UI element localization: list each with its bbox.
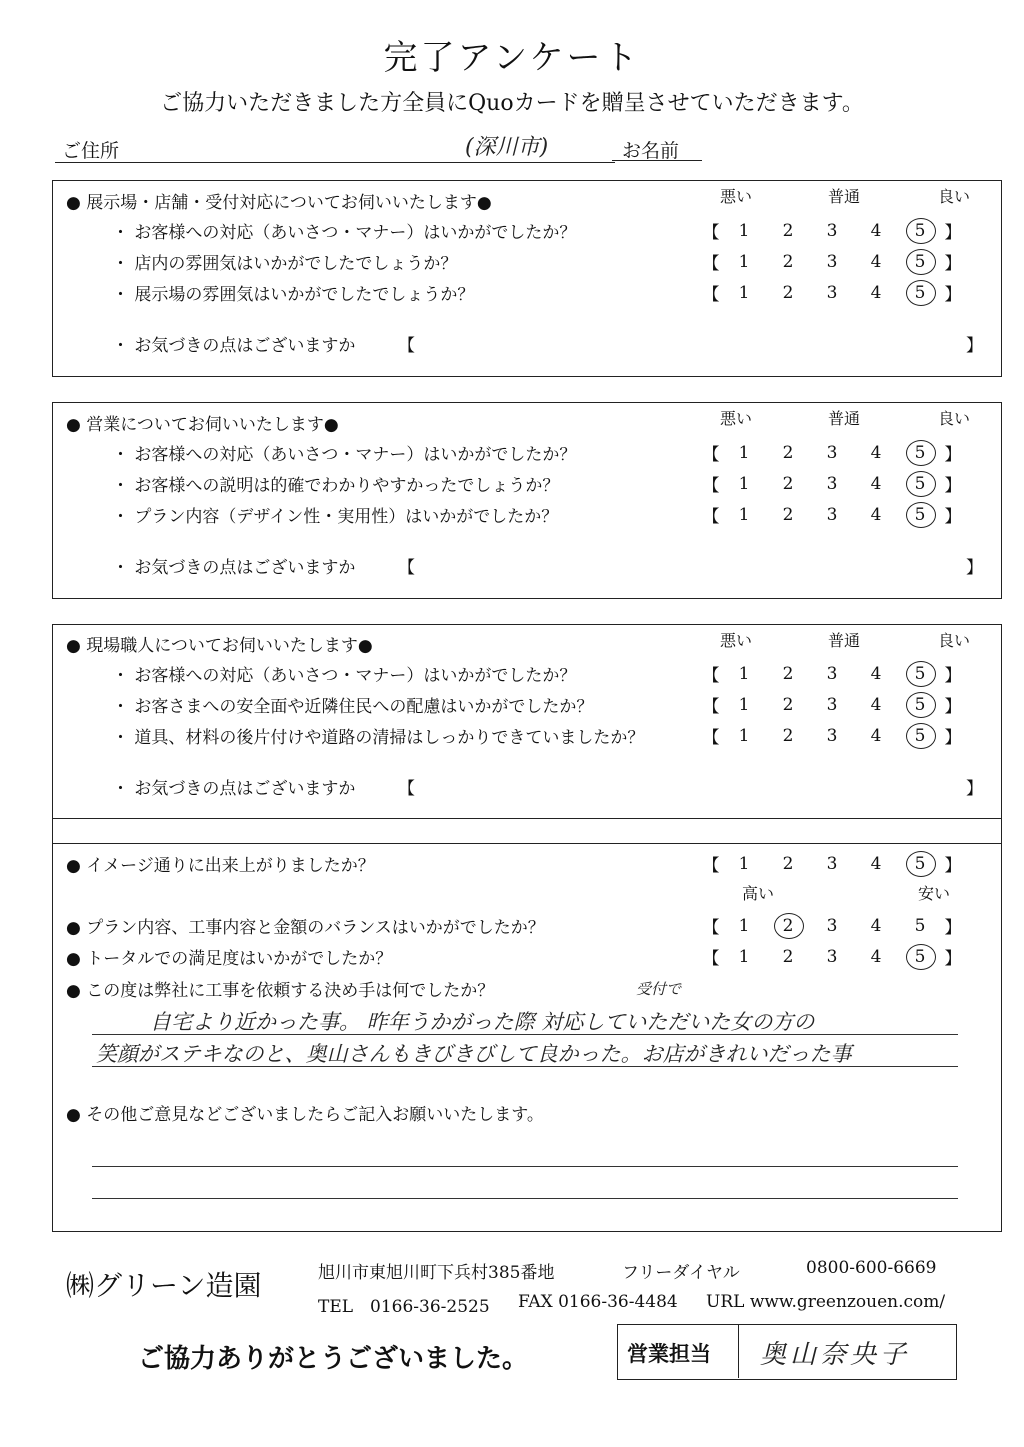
rating-option-5-selected[interactable]: 5 [898, 854, 942, 874]
rating-option-2[interactable]: 2 [782, 946, 794, 967]
rating-option-5-selected[interactable]: 5 [898, 474, 942, 494]
bracket-close: 】 [944, 285, 962, 305]
rating-scale[interactable] [700, 502, 964, 527]
rating-option-3[interactable]: 3 [826, 725, 838, 746]
bracket-close: 】 [944, 223, 962, 243]
company-address: 旭川市東旭川町下兵村385番地 [318, 1263, 555, 1283]
rating-option-5-selected[interactable]: 5 [898, 695, 942, 715]
rating-scale[interactable] [700, 280, 964, 305]
comment-label: ・ お気づきの点はございますか [112, 336, 356, 356]
bracket-close: 】 [944, 949, 962, 969]
rating-option-3[interactable]: 3 [826, 251, 838, 272]
rating-option-1[interactable]: 1 [738, 442, 750, 463]
rating-option-1[interactable]: 1 [738, 251, 750, 272]
rating-option-2[interactable]: 2 [782, 251, 794, 272]
comment-bracket-open: 【 [398, 336, 415, 356]
rating-option-2[interactable]: 2 [782, 725, 794, 746]
rating-scale[interactable] [700, 723, 964, 748]
staff-box-divider [738, 1324, 739, 1378]
rating-option-3[interactable]: 3 [826, 694, 838, 715]
rating-option-2[interactable]: 2 [782, 504, 794, 525]
question-text: ・ お客様への説明は的確でわかりやすかったでしょうか？ [112, 476, 560, 496]
company-name: ㈱グリーン造園 [66, 1269, 262, 1302]
rating-scale[interactable] [700, 249, 964, 274]
rating-option-1[interactable]: 1 [738, 915, 750, 936]
page-subtitle: ご協力いただきました方全員にQuoカードを贈呈させていただきます。 [160, 91, 864, 116]
bracket-close: 】 [944, 476, 962, 496]
rating-option-3[interactable]: 3 [826, 220, 838, 241]
bracket-open: 【 [702, 918, 720, 938]
rating-option-2[interactable]: 2 [782, 694, 794, 715]
scale-label-bad: 悪い [720, 187, 753, 206]
rating-scale[interactable] [700, 440, 964, 465]
scale-label-good: 良い [938, 409, 971, 428]
rating-option-1[interactable]: 1 [738, 694, 750, 715]
scale-label-good: 良い [938, 631, 971, 650]
rating-option-4[interactable]: 4 [870, 725, 882, 746]
bracket-open: 【 [702, 285, 720, 305]
rating-option-5-selected[interactable]: 5 [898, 726, 942, 746]
question-text: ・ プラン内容（デザイン性・実用性）はいかがでしたか？ [112, 507, 559, 527]
rating-scale[interactable] [700, 218, 964, 243]
scale-label-cheap: 安い [918, 884, 951, 903]
bracket-open: 【 [702, 254, 720, 274]
bracket-open: 【 [702, 507, 720, 527]
bracket-open: 【 [702, 949, 720, 969]
question-text: ・ お客様への対応（あいさつ・マナー）はいかがでしたか？ [112, 223, 577, 243]
rating-option-1[interactable]: 1 [738, 220, 750, 241]
question-other: ● その他ご意見などございましたらご記入お願いいたします。 [66, 1105, 544, 1125]
comment-bracket-open: 【 [398, 558, 415, 578]
rating-option-2[interactable]: 2 [782, 853, 794, 874]
name-underline [612, 160, 702, 161]
address-value[interactable]: (深川市) [465, 135, 549, 160]
rating-option-1[interactable]: 1 [738, 282, 750, 303]
section-divider [52, 843, 1002, 844]
bracket-close: 】 [944, 666, 962, 686]
rating-option-1[interactable]: 1 [738, 504, 750, 525]
rating-option-3[interactable]: 3 [826, 282, 838, 303]
rating-option-3[interactable]: 3 [826, 946, 838, 967]
bracket-close: 】 [944, 507, 962, 527]
rating-option-2[interactable]: 2 [782, 663, 794, 684]
question-text: ・ お客様への対応（あいさつ・マナー）はいかがでしたか？ [112, 666, 577, 686]
rating-scale[interactable] [700, 851, 964, 876]
rating-option-2[interactable]: 2 [782, 442, 794, 463]
bracket-open: 【 [702, 697, 720, 717]
rating-option-2[interactable]: 2 [782, 282, 794, 303]
bracket-close: 】 [944, 254, 962, 274]
reason-answer-line-1[interactable]: 自宅より近かった事。 昨年うかがった際 対応していただいた女の方の [150, 1010, 815, 1034]
rating-option-2[interactable]: 2 [782, 473, 794, 494]
rating-option-5-selected[interactable]: 5 [898, 283, 942, 303]
question-text: ・ お客さまへの安全面や近隣住民への配慮はいかがでしたか？ [112, 697, 594, 717]
page-title: 完了アンケート [383, 38, 641, 78]
question-total: ● トータルでの満足度はいかがでしたか？ [66, 949, 393, 969]
rating-option-4[interactable]: 4 [870, 282, 882, 303]
rating-option-1[interactable]: 1 [738, 853, 750, 874]
reason-answer-line-2[interactable]: 笑顔がステキなのと、奥山さんもきびきびして良かった。お店がきれいだった事 [96, 1042, 852, 1066]
rating-option-5-selected[interactable]: 5 [898, 221, 942, 241]
section-heading-showroom: ● 展示場・店舗・受付対応についてお伺いいたします● [66, 193, 492, 213]
rating-option-1[interactable]: 1 [738, 663, 750, 684]
rating-scale[interactable] [700, 661, 964, 686]
rating-option-5-selected[interactable]: 5 [898, 505, 942, 525]
comment-label: ・ お気づきの点はございますか [112, 779, 356, 799]
scale-label-bad: 悪い [720, 409, 753, 428]
name-label: お名前 [622, 140, 680, 162]
bracket-open: 【 [702, 666, 720, 686]
answer-line [92, 1066, 958, 1067]
comment-bracket-open: 【 [398, 779, 415, 799]
freedial-label: フリーダイヤル [622, 1263, 740, 1283]
bracket-close: 】 [944, 856, 962, 876]
rating-option-3[interactable]: 3 [826, 663, 838, 684]
bracket-open: 【 [702, 223, 720, 243]
rating-option-2-selected[interactable]: 2 [766, 916, 810, 936]
question-text: ・ お客様への対応（あいさつ・マナー）はいかがでしたか？ [112, 445, 577, 465]
bracket-open: 【 [702, 856, 720, 876]
address-label: ご住所 [62, 140, 120, 162]
tel-number[interactable]: TEL 0166-36-2525 [318, 1297, 490, 1317]
scale-label-normal: 普通 [828, 187, 861, 206]
comment-bracket-close: 】 [966, 779, 983, 799]
rating-scale[interactable] [700, 692, 964, 717]
scale-label-bad: 悪い [720, 631, 753, 650]
bracket-open: 【 [702, 728, 720, 748]
rating-option-4[interactable]: 4 [870, 915, 882, 936]
staff-label: 営業担当 [627, 1342, 711, 1366]
rating-option-4[interactable]: 4 [870, 442, 882, 463]
rating-option-4[interactable]: 4 [870, 504, 882, 525]
rating-option-4[interactable]: 4 [870, 694, 882, 715]
rating-option-4[interactable]: 4 [870, 853, 882, 874]
bracket-close: 】 [944, 697, 962, 717]
rating-option-1[interactable]: 1 [738, 946, 750, 967]
freedial-number[interactable]: 0800-600-6669 [806, 1258, 937, 1278]
rating-scale[interactable] [700, 944, 964, 969]
rating-option-4[interactable]: 4 [870, 473, 882, 494]
rating-option-5-selected[interactable]: 5 [898, 947, 942, 967]
comment-label: ・ お気づきの点はございますか [112, 558, 356, 578]
rating-option-4[interactable]: 4 [870, 946, 882, 967]
section-heading-craftsmen: ● 現場職人についてお伺いいたします● [66, 636, 373, 656]
rating-option-3[interactable]: 3 [826, 853, 838, 874]
rating-option-2[interactable]: 2 [782, 220, 794, 241]
scale-label-good: 良い [938, 187, 971, 206]
bracket-close: 】 [944, 728, 962, 748]
rating-option-4[interactable]: 4 [870, 220, 882, 241]
section-heading-sales: ● 営業についてお伺いいたします● [66, 415, 339, 435]
rating-option-3[interactable]: 3 [826, 473, 838, 494]
rating-option-3[interactable]: 3 [826, 442, 838, 463]
question-text: ・ 展示場の雰囲気はいかがでしたでしょうか？ [112, 285, 475, 305]
rating-scale[interactable] [700, 913, 964, 938]
question-image: ● イメージ通りに出来上がりましたか？ [66, 856, 375, 876]
bracket-close: 】 [944, 918, 962, 938]
comment-bracket-close: 】 [966, 558, 983, 578]
rating-option-1[interactable]: 1 [738, 473, 750, 494]
rating-scale[interactable] [700, 471, 964, 496]
rating-option-4[interactable]: 4 [870, 251, 882, 272]
bracket-open: 【 [702, 476, 720, 496]
thanks-message: ご協力ありがとうございました。 [138, 1344, 529, 1374]
comment-bracket-close: 】 [966, 336, 983, 356]
address-underline [55, 162, 615, 163]
rating-option-5-selected[interactable]: 5 [898, 443, 942, 463]
question-price: ● プラン内容、工事内容と金額のバランスはいかがでしたか？ [66, 918, 545, 938]
question-reason: ● この度は弊社に工事を依頼する決め手は何でしたか？ [66, 981, 495, 1001]
scale-label-normal: 普通 [828, 631, 861, 650]
rating-option-3[interactable]: 3 [826, 915, 838, 936]
section-divider [52, 818, 1002, 819]
reason-note: 受付で [636, 980, 682, 998]
answer-line [92, 1034, 958, 1035]
rating-option-5-selected[interactable]: 5 [898, 664, 942, 684]
rating-option-5[interactable]: 5 [914, 915, 926, 936]
question-text: ・ 道具、材料の後片付けや道路の清掃はしっかりできていましたか？ [112, 728, 645, 748]
answer-line [92, 1198, 958, 1199]
rating-option-4[interactable]: 4 [870, 663, 882, 684]
rating-option-5-selected[interactable]: 5 [898, 252, 942, 272]
scale-label-normal: 普通 [828, 409, 861, 428]
question-text: ・ 店内の雰囲気はいかがでしたでしょうか？ [112, 254, 458, 274]
scale-label-high: 高い [742, 884, 775, 903]
bracket-open: 【 [702, 445, 720, 465]
rating-option-1[interactable]: 1 [738, 725, 750, 746]
answer-line [92, 1166, 958, 1167]
bracket-close: 】 [944, 445, 962, 465]
staff-name: 奥山奈央子 [760, 1340, 911, 1370]
website-link[interactable]: URL www.greenzouen.com/ [706, 1292, 946, 1312]
rating-option-3[interactable]: 3 [826, 504, 838, 525]
fax-number: FAX 0166-36-4484 [518, 1292, 678, 1312]
